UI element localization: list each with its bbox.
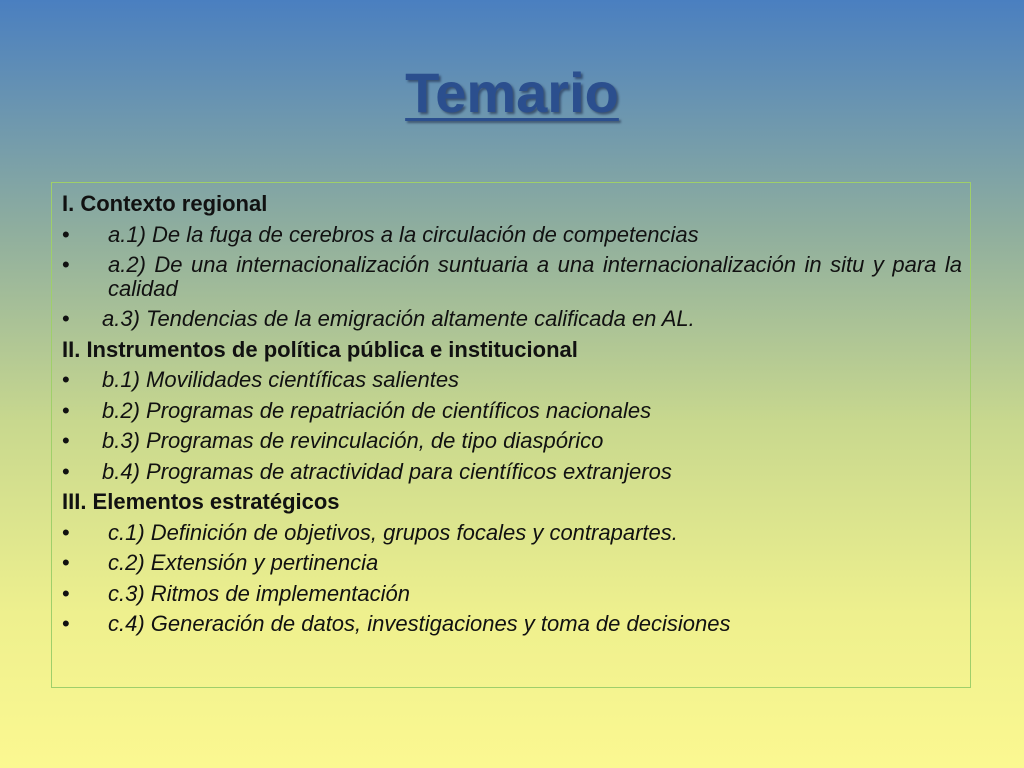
- list-item: [62, 396, 962, 427]
- section-heading-1: I. Contexto regional: [62, 191, 268, 216]
- list-item: [62, 250, 962, 304]
- list-item-text: a.3) Tendencias de la emigración altamente calificada en AL.: [102, 306, 695, 331]
- section-heading-2: II. Instrumentos de política pública e institucional: [62, 336, 578, 362]
- content-box: [51, 182, 971, 688]
- list-item: [62, 609, 962, 640]
- bullet-icon: •: [62, 397, 70, 423]
- slide-title: Temario: [405, 61, 619, 124]
- bullet-icon: •: [62, 611, 70, 636]
- bullet-icon: •: [62, 580, 70, 606]
- list-item-text: b.4) Programas de atractividad para científicos extranjeros: [102, 458, 672, 484]
- bullet-icon: •: [62, 519, 70, 545]
- section-heading-3: III. Elementos estratégicos: [62, 489, 340, 514]
- list-item-text: a.1) De la fuga de cerebros a la circulación de competencias: [108, 221, 699, 247]
- list-item: [62, 548, 962, 579]
- list-item-text: a.2) De una internacionalización suntuaria a una internacionalización in situ y para la calidad: [108, 252, 962, 301]
- bullet-icon: •: [62, 221, 70, 247]
- bullet-icon: •: [62, 306, 70, 331]
- bullet-icon: •: [62, 252, 70, 277]
- list-item: [62, 365, 962, 396]
- list-item: [62, 457, 962, 488]
- list-item: [62, 518, 962, 549]
- list-item-text: b.2) Programas de repatriación de científicos nacionales: [102, 397, 652, 423]
- list-item: [62, 304, 962, 335]
- bullet-icon: •: [62, 367, 70, 392]
- bullet-icon: •: [62, 458, 70, 484]
- list-item: [62, 579, 962, 610]
- list-item-text: c.3) Ritmos de implementación: [108, 580, 411, 606]
- list-item-text: c.4) Generación de datos, investigaciones y toma de decisiones: [108, 611, 731, 636]
- bullet-icon: •: [62, 550, 70, 575]
- list-item: [62, 426, 962, 457]
- list-item-text: c.1) Definición de objetivos, grupos focales y contrapartes.: [108, 519, 678, 545]
- bullet-icon: •: [62, 428, 70, 453]
- list-item-text: c.2) Extensión y pertinencia: [108, 550, 379, 575]
- list-item-text: b.3) Programas de revinculación, de tipo diaspórico: [102, 428, 604, 453]
- list-item-text: b.1) Movilidades científicas salientes: [102, 367, 460, 392]
- list-item: [62, 220, 962, 251]
